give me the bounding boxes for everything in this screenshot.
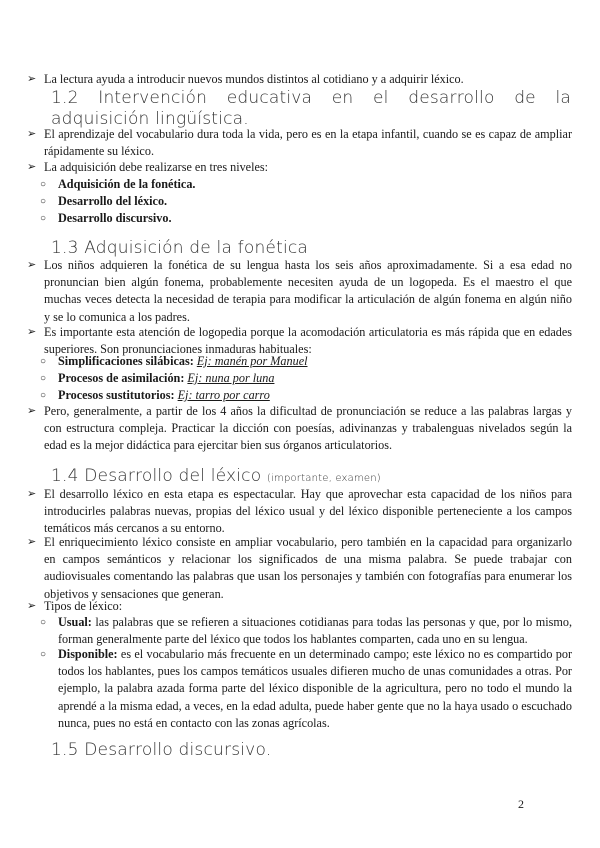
circle-bullet-icon: ○	[40, 373, 47, 384]
pronunciation-item: ○ Procesos de asimilación: Ej: nuna por luna	[40, 370, 572, 387]
bullet-enriquecimiento: ➢ El enriquecimiento léxico consiste en ampliar vocabulario, pero también en la capacidad para organizarlo en campos semánticos y relacionar los significados de una misma palabra. Se puede trabajar con audiovisuales comentando las palabras que usan los personajes y también con fotografías para enumerar los objetivos y sensaciones que generan.	[27, 535, 572, 601]
arrow-bullet-icon: ➢	[27, 326, 37, 338]
heading-1-4: 1.4 Desarrollo del léxico (importante, examen)	[51, 466, 381, 486]
bullet-dificultad: ➢ Pero, generalmente, a partir de los 4 años la dificultad de pronunciación se reduce a las palabras largas y con estructura compleja. Practicar la dicción con poesías, adivinanzas y trabalenguas nivelados según la edad es la mejor didáctica para ejercitar bien sus órganos articulatorios.	[27, 404, 572, 453]
bullet-niveles: ➢ La adquisición debe realizarse en tres niveles:	[27, 159, 572, 176]
arrow-bullet-icon: ➢	[27, 128, 37, 140]
arrow-bullet-icon: ➢	[27, 73, 37, 85]
bullet-tipos: ➢ Tipos de léxico:	[27, 598, 572, 615]
heading-tag: (importante, examen)	[266, 473, 381, 484]
level-item: ○ Desarrollo del léxico.	[40, 193, 572, 210]
circle-bullet-icon: ○	[40, 213, 47, 224]
heading-1-3: 1.3 Adquisición de la fonética	[51, 238, 309, 258]
level-item: ○ Adquisición de la fonética.	[40, 176, 572, 193]
arrow-bullet-icon: ➢	[27, 259, 37, 271]
lexicon-type-item: ○ Usual: las palabras que se refieren a situaciones cotidianas para todas las personas y que, por lo mismo, forman generalmente parte del léxico que todos los hablantes comparten, cada uno en su lengua.	[40, 615, 573, 647]
heading-1-5: 1.5 Desarrollo discursivo.	[51, 740, 272, 760]
bullet-lectura: ➢ La lectura ayuda a introducir nuevos mundos distintos al cotidiano y a adquirir léxico.	[27, 71, 572, 88]
arrow-bullet-icon: ➢	[27, 536, 37, 548]
circle-bullet-icon: ○	[40, 196, 47, 207]
arrow-bullet-icon: ➢	[27, 161, 37, 173]
bullet-logopedia: ➢ Es importante esta atención de logopedia porque la acomodación articulatoria es más rápida que en edades superiores. Son pronunciaciones inmaduras habituales:	[27, 325, 572, 357]
page-number: 2	[518, 797, 524, 811]
arrow-bullet-icon: ➢	[27, 600, 37, 612]
pronunciation-item: ○ Procesos sustitutorios: Ej: tarro por carro	[40, 387, 572, 404]
circle-bullet-icon: ○	[40, 390, 47, 401]
arrow-bullet-icon: ➢	[27, 488, 37, 500]
circle-bullet-icon: ○	[40, 356, 47, 367]
bullet-desarrollo-lexico: ➢ El desarrollo léxico en esta etapa es espectacular. Hay que aprovechar esta capacidad de los niños para introducirles palabras nuevas, propias del léxico usual y del léxico disponible perteneciente a los campos temáticos más cercanos a su entorno.	[27, 487, 572, 536]
bullet-fonetica-edad: ➢ Los niños adquieren la fonética de su lengua hasta los seis años aproximadamente. Si a esa edad no pronuncian bien algún fonema, probablemente necesiten ayuda de un logopeda. Es el maestro el que muchas veces detecta la necesidad de terapia para modificar la articulación de algún fonema en algún niño y se lo comunica a los padres.	[27, 258, 572, 324]
level-item: ○ Desarrollo discursivo.	[40, 210, 572, 227]
circle-bullet-icon: ○	[40, 649, 47, 660]
bullet-aprendizaje: ➢ El aprendizaje del vocabulario dura toda la vida, pero es en la etapa infantil, cuando se es capaz de ampliar rápidamente su léxico.	[27, 127, 572, 159]
circle-bullet-icon: ○	[40, 617, 47, 628]
arrow-bullet-icon: ➢	[27, 405, 37, 417]
circle-bullet-icon: ○	[40, 179, 47, 190]
lexicon-type-item: ○ Disponible: es el vocabulario más frecuente en un determinado campo; este léxico no es compartido por todos los hablantes, pues los campos temáticos usuales difieren mucho de unas comunidades a otras. Por ejemplo, la palabra azada forma parte del léxico disponible de la agricultura, pero no todo el mundo la aprendé a la misma edad, a veces, en la edad adulta, puede haber gente que no la haya usado o escuchado nunca, pues no está en contacto con las zonas agrícolas.	[40, 647, 572, 730]
pronunciation-item: ○ Simplificaciones silábicas: Ej: manén por Manuel	[40, 353, 572, 370]
heading-1-2: 1.2 Intervención educativa en el desarrollo de la adquisición lingüística.	[51, 88, 571, 129]
